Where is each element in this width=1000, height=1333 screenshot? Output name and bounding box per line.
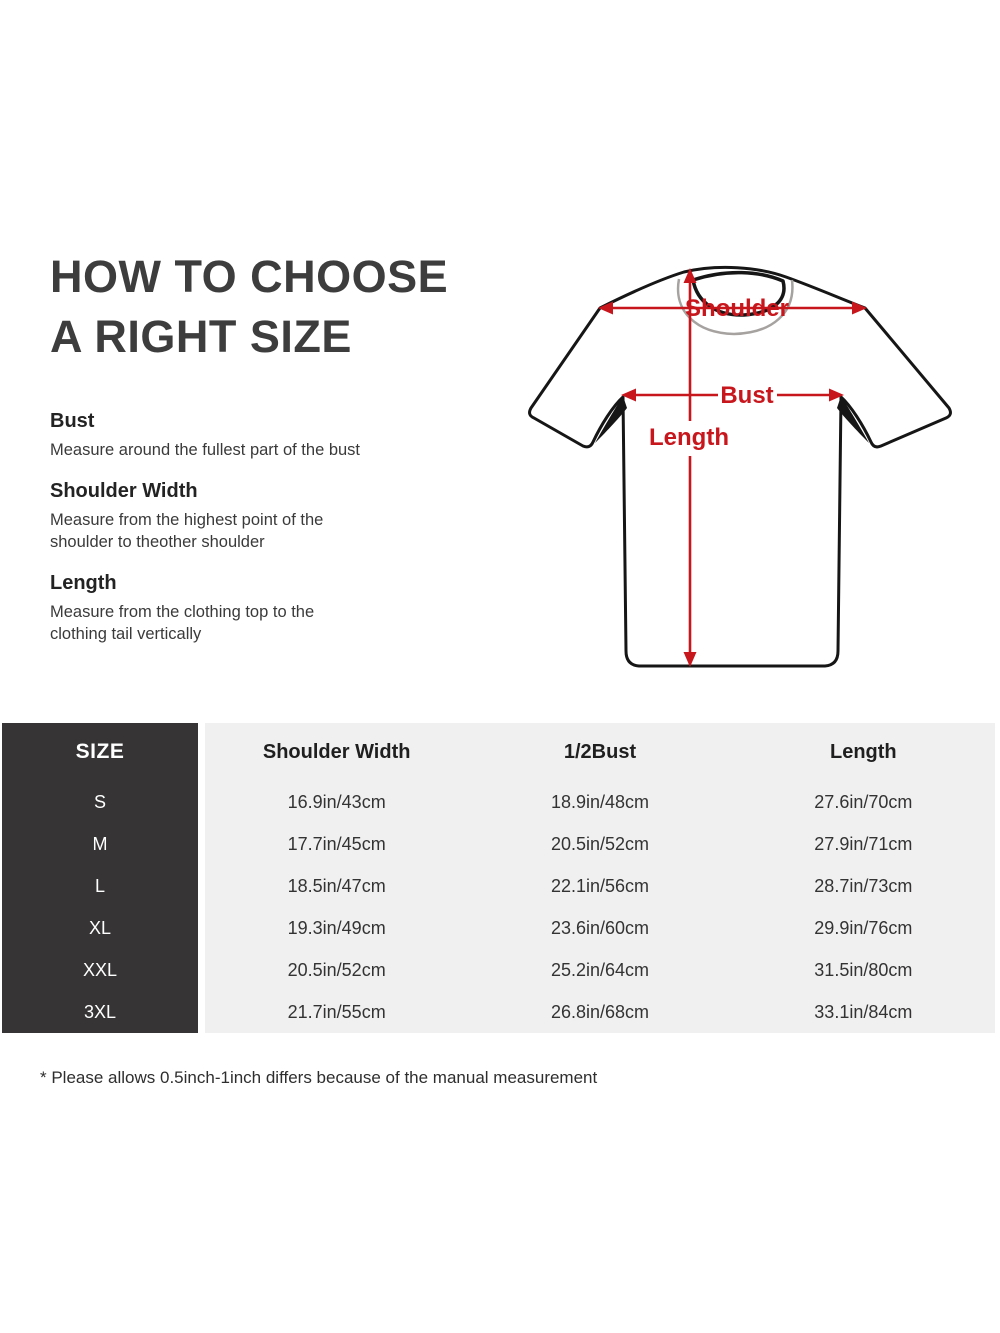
page-title-line1: HOW TO CHOOSE [50, 251, 449, 302]
length-label: Length [649, 424, 729, 451]
table-row [205, 781, 995, 823]
bust-label: Bust [720, 382, 774, 409]
instruction-text: shoulder to theother shoulder [50, 533, 265, 551]
table-cell: 22.1in/56cm [550, 875, 650, 896]
size-cell: 3XL [83, 1001, 117, 1022]
size-table [2, 723, 995, 1033]
page-title-line2: A RIGHT SIZE [50, 311, 352, 362]
header-length: Length [830, 740, 897, 763]
tshirt-outline [530, 267, 951, 666]
size-cell: XL [88, 917, 112, 938]
size-cell: S [93, 791, 106, 812]
tshirt-diagram-svg [520, 253, 960, 693]
size-cell: M [92, 833, 108, 854]
table-cell: 27.6in/70cm [814, 791, 913, 812]
table-row [205, 823, 995, 865]
instruction-text: Measure from the clothing top to the [50, 603, 315, 621]
instruction-heading: Bust [50, 410, 95, 432]
table-cell: 29.9in/76cm [814, 917, 913, 938]
table-cell: 23.6in/60cm [550, 917, 650, 938]
table-row [205, 991, 995, 1033]
table-row [205, 949, 995, 991]
instruction-shoulder-width [50, 480, 450, 553]
instruction-bust [50, 410, 450, 461]
measurements-columns [205, 723, 995, 1033]
instruction-length [50, 572, 450, 645]
table-cell: 33.1in/84cm [814, 1001, 913, 1022]
size-column [2, 723, 198, 1033]
table-cell: 27.9in/71cm [814, 833, 913, 854]
table-cell: 31.5in/80cm [814, 959, 913, 980]
instruction-heading: Shoulder Width [50, 480, 198, 502]
tshirt-diagram [520, 253, 960, 693]
header-half-bust: 1/2Bust [563, 740, 637, 763]
size-cell: XXL [82, 959, 118, 980]
shoulder-label: Shoulder [684, 295, 790, 322]
size-cell: L [94, 875, 105, 896]
table-cell: 18.5in/47cm [287, 875, 386, 896]
table-cell: 16.9in/43cm [287, 791, 386, 812]
instruction-text: clothing tail vertically [50, 625, 202, 643]
table-cell: 18.9in/48cm [550, 791, 650, 812]
table-cell: 25.2in/64cm [550, 959, 650, 980]
instruction-text: Measure from the highest point of the [50, 511, 324, 529]
page-title [50, 247, 448, 367]
table-cell: 17.7in/45cm [287, 833, 386, 854]
table-cell: 19.3in/49cm [287, 917, 386, 938]
table-column-gap [198, 723, 205, 1033]
table-cell: 21.7in/55cm [287, 1001, 386, 1022]
table-cell: 20.5in/52cm [550, 833, 650, 854]
table-cell: 20.5in/52cm [287, 959, 386, 980]
instruction-text: Measure around the fullest part of the bust [50, 441, 361, 459]
table-cell: 26.8in/68cm [550, 1001, 650, 1022]
instruction-heading: Length [50, 572, 117, 594]
table-row [205, 907, 995, 949]
table-cell: 28.7in/73cm [814, 875, 913, 896]
table-header-row [205, 723, 995, 781]
measurement-instructions [50, 410, 450, 664]
header-shoulder-width: Shoulder Width [262, 740, 411, 763]
size-column-header: SIZE [75, 740, 125, 763]
measurement-disclaimer: * Please allows 0.5inch-1inch differs because of the manual measurement [40, 1068, 598, 1087]
table-row [205, 865, 995, 907]
